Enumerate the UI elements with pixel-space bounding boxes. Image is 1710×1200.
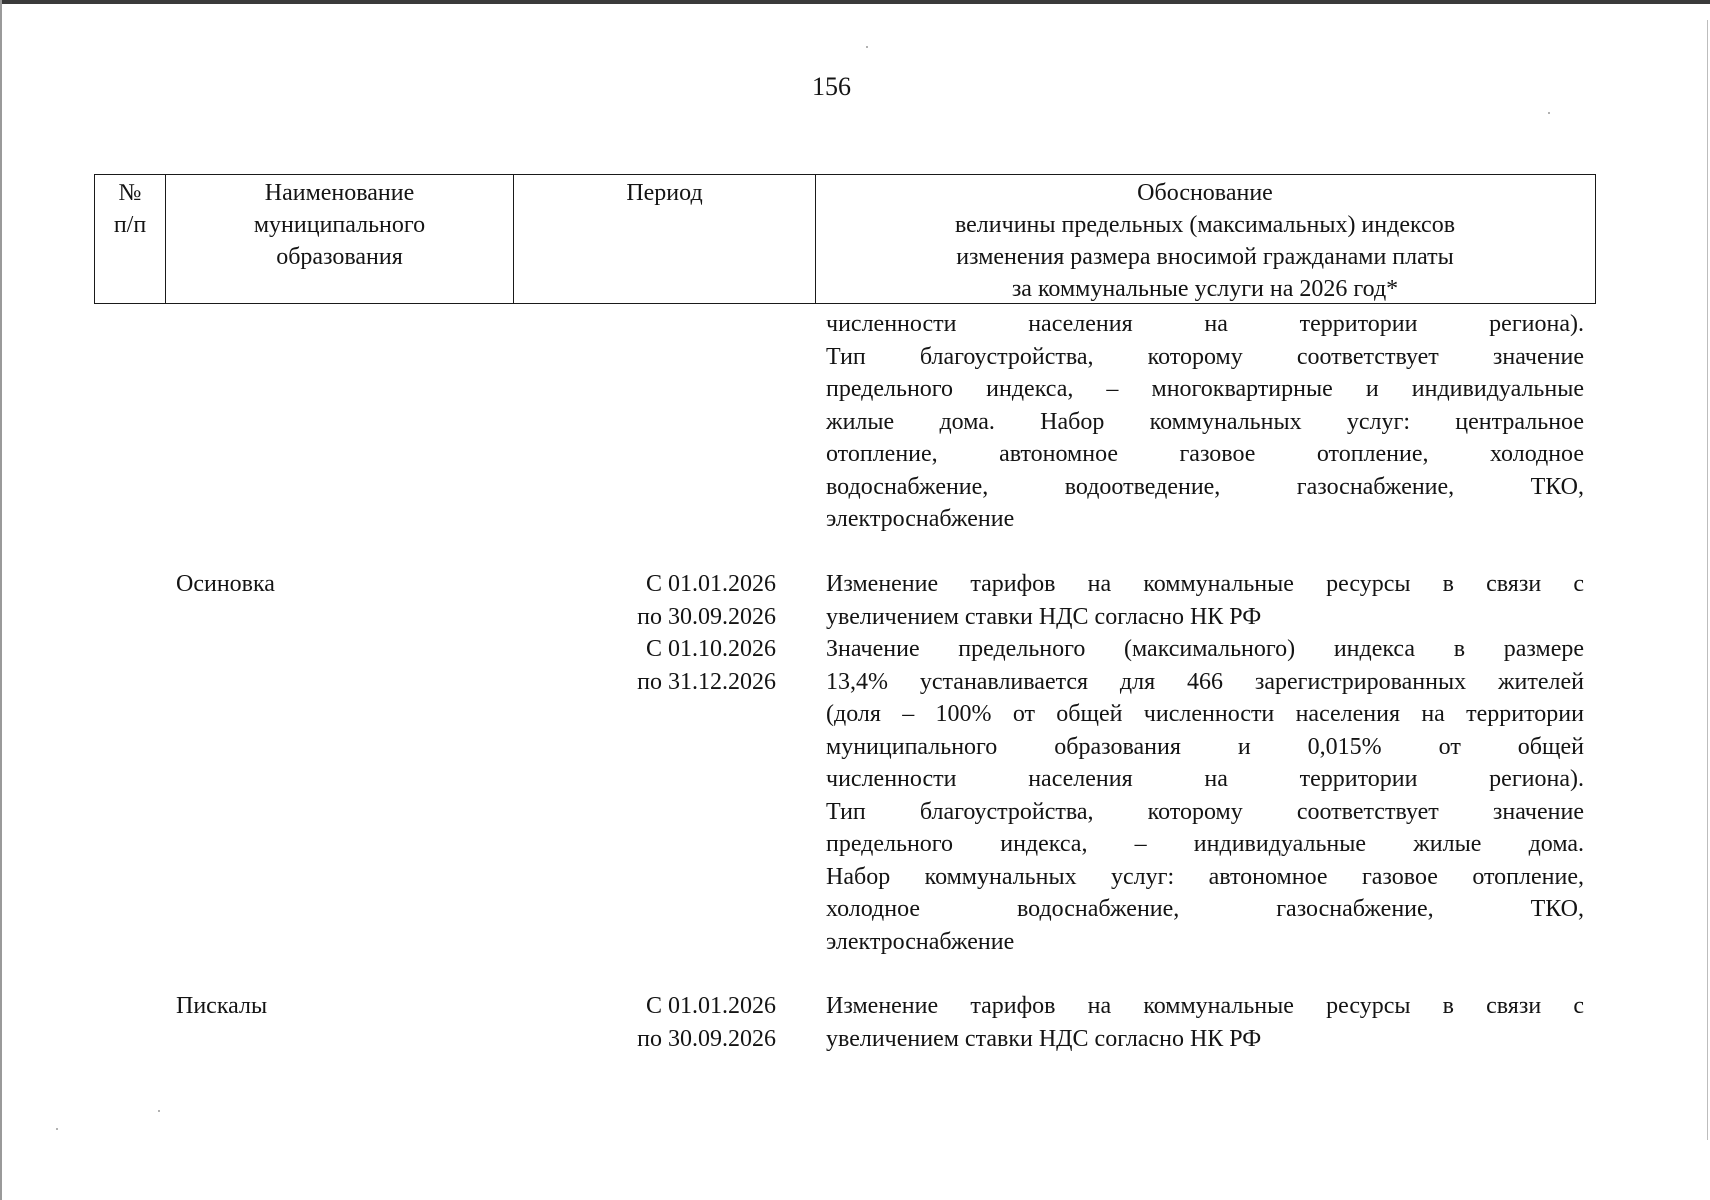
basis-line: Изменение тарифов на коммунальные ресурсы в связи с: [826, 571, 1584, 597]
period-line: по 30.09.2026: [637, 603, 776, 630]
basis-line: жилые дома. Набор коммунальных услуг: центральное: [826, 408, 1584, 435]
scan-top-edge: [0, 0, 1710, 4]
basis-line: Тип благоустройства, которому соответствует значение: [826, 798, 1584, 825]
scan-speck: [1548, 112, 1550, 114]
basis-line: увеличением ставки НДС согласно НК РФ: [826, 1025, 1262, 1052]
basis-line: Набор коммунальных услуг: автономное газовое отопление,: [826, 863, 1584, 890]
basis-line: водоснабжение, водоотведение, газоснабжение, ТКО,: [826, 473, 1584, 500]
table-header: [94, 174, 1596, 304]
basis-line: Изменение тарифов на коммунальные ресурсы в связи с: [826, 993, 1584, 1019]
header-text: Наименование: [264, 180, 415, 206]
basis-line: Тип благоустройства, которому соответствует значение: [826, 343, 1584, 370]
basis-line: Значение предельного (максимального) индекса в размере: [826, 636, 1584, 662]
basis-line: 13,4% устанавливается для 466 зарегистрированных жителей: [826, 668, 1584, 695]
period-line: С 01.10.2026: [645, 636, 776, 662]
scan-speck: [866, 46, 868, 48]
header-text: образования: [276, 244, 403, 270]
header-col-municipality: [165, 175, 513, 303]
header-text: муниципального: [253, 212, 426, 238]
period-line: по 30.09.2026: [637, 1025, 776, 1052]
basis-line: увеличением ставки НДС согласно НК РФ: [826, 603, 1262, 630]
scan-right-edge: [1707, 20, 1708, 1140]
period-line: С 01.01.2026: [645, 571, 776, 597]
page-number: 156: [812, 72, 851, 101]
basis-cell: [826, 568, 1584, 958]
header-text: величины предельных (максимальных) индексов: [954, 212, 1456, 238]
basis-line: (доля – 100% от общей численности населения на территории: [826, 701, 1584, 727]
period-line: по 31.12.2026: [637, 668, 776, 695]
header-text: за коммунальные услуги на 2026 год*: [1011, 276, 1399, 302]
basis-line: отопление, автономное газовое отопление, холодное: [826, 441, 1584, 467]
basis-line: электроснабжение: [826, 928, 1015, 955]
header-text: Период: [626, 180, 703, 206]
basis-line: численности населения на территории региона).: [826, 766, 1584, 792]
municipality-name: Осиновка: [176, 571, 275, 597]
basis-cell: [826, 990, 1584, 1055]
basis-line: предельного индекса, – индивидуальные жилые дома.: [826, 831, 1584, 857]
header-text: п/п: [113, 212, 147, 238]
basis-line: холодное водоснабжение, газоснабжение, ТКО,: [826, 896, 1584, 922]
scan-speck: [158, 1110, 160, 1112]
header-col-number: [95, 175, 165, 303]
basis-line: муниципального образования и 0,015% от общей: [826, 733, 1584, 760]
municipality-name: Пискалы: [176, 993, 268, 1019]
continuation-basis: [826, 308, 1584, 536]
header-text: Обоснование: [1137, 180, 1273, 206]
period-line: С 01.01.2026: [645, 993, 776, 1019]
basis-line: численности населения на территории региона).: [826, 311, 1584, 337]
scan-left-edge: [0, 0, 2, 1200]
period-cell: [560, 990, 776, 1055]
basis-line: электроснабжение: [826, 506, 1015, 532]
header-col-period: [513, 175, 815, 303]
period-cell: [560, 568, 776, 698]
header-text: изменения размера вносимой гражданами платы: [956, 244, 1454, 270]
scan-speck: [56, 1128, 58, 1130]
header-text: №: [118, 180, 142, 206]
basis-line: предельного индекса, – многоквартирные и индивидуальные: [826, 376, 1584, 402]
header-col-basis: [815, 175, 1594, 303]
